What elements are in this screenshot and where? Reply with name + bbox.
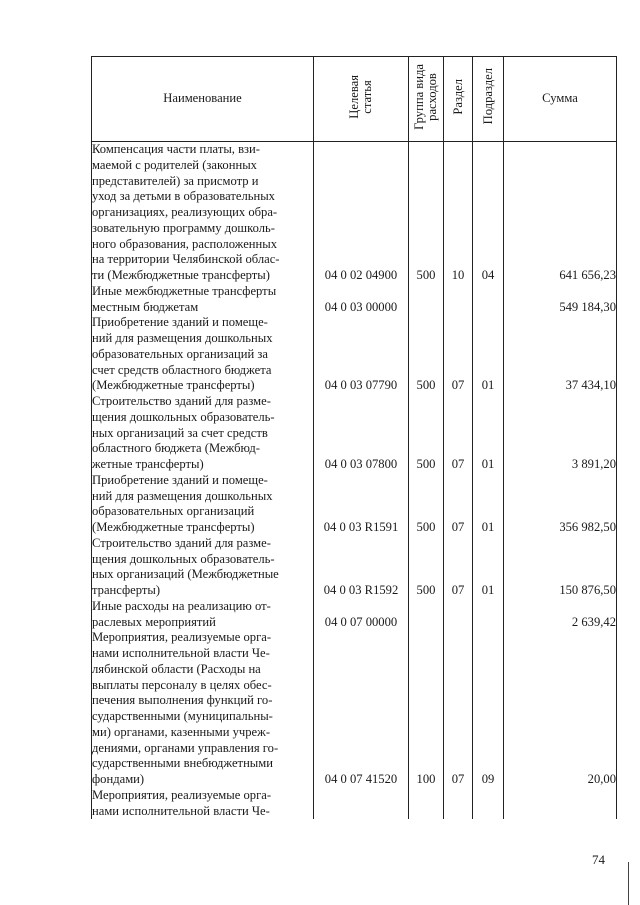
row-section: [444, 788, 473, 820]
row-name: Строительство зданий для разме- щения дошкольных образователь- ных организаций за счет средств областного бюджета (Межбюд- жетные трансферты): [92, 394, 314, 473]
row-name: Иные межбюджетные трансферты местным бюджетам: [92, 284, 314, 316]
row-group: 100: [409, 630, 444, 788]
row-group: [409, 599, 444, 631]
table-header-row: [92, 57, 617, 142]
row-group: 500: [409, 394, 444, 473]
row-subsection: 09: [473, 630, 504, 788]
row-sum: 20,00: [504, 630, 617, 788]
row-section: 07: [444, 473, 473, 536]
row-target: 04 0 03 00000: [314, 284, 409, 316]
header-section: [444, 57, 473, 142]
row-subsection: 01: [473, 473, 504, 536]
row-section: [444, 284, 473, 316]
row-target: 04 0 03 R1591: [314, 473, 409, 536]
row-subsection: [473, 284, 504, 316]
table-row: [92, 536, 617, 599]
row-target: 04 0 03 07790: [314, 315, 409, 394]
header-target-article-label: Целевая статья: [347, 74, 374, 119]
row-group: 500: [409, 315, 444, 394]
row-subsection: 04: [473, 142, 504, 284]
table-row: [92, 284, 617, 316]
row-target: 04 0 02 04900: [314, 142, 409, 284]
row-section: 07: [444, 536, 473, 599]
row-target: 04 0 03 R1592: [314, 536, 409, 599]
table-row: [92, 630, 617, 788]
table-row: [92, 788, 617, 820]
scan-edge-mark: [628, 862, 629, 905]
row-subsection: 01: [473, 394, 504, 473]
row-target: [314, 788, 409, 820]
row-section: 10: [444, 142, 473, 284]
row-target: 04 0 07 00000: [314, 599, 409, 631]
row-name: Приобретение зданий и помеще- ний для размещения дошкольных образовательных организаций за счет средств областного бюджета (Межбюджетные трансферты): [92, 315, 314, 394]
table-row: [92, 142, 617, 284]
header-expense-group-label: Группа вида расходов: [412, 63, 439, 130]
row-sum: 549 184,30: [504, 284, 617, 316]
header-expense-group: [409, 57, 444, 142]
row-group: 500: [409, 473, 444, 536]
row-name: Компенсация части платы, взи- маемой с родителей (законных представителей) за присмотр и уход за детьми в образовательных организациях, реализующих обра- зовательную программу дошколь- ного образования, расположенных на территории Челябинской облас- ти (Межбюджетные трансферты): [92, 142, 314, 284]
budget-table: [91, 56, 617, 819]
table-row: [92, 394, 617, 473]
row-sum: 356 982,50: [504, 473, 617, 536]
row-sum: 37 434,10: [504, 315, 617, 394]
row-section: [444, 599, 473, 631]
header-subsection-label: Подраздел: [480, 68, 495, 125]
row-target: 04 0 07 41520: [314, 630, 409, 788]
row-group: [409, 788, 444, 820]
row-sum: 641 656,23: [504, 142, 617, 284]
row-name: Мероприятия, реализуемые орга- нами исполнительной власти Че- лябинской области (Расходы на выплаты персоналу в целях обес- печения выполнения функций го- сударственными (муниципальны- ми) органами, казенными учреж- дениями, органами управления го- сударственными внебюджетными фондами): [92, 630, 314, 788]
header-name: Наименование: [92, 57, 314, 142]
header-subsection: [473, 57, 504, 142]
row-subsection: 01: [473, 536, 504, 599]
table-row: [92, 473, 617, 536]
row-section: 07: [444, 394, 473, 473]
row-sum: 2 639,42: [504, 599, 617, 631]
row-subsection: [473, 788, 504, 820]
row-subsection: [473, 599, 504, 631]
row-group: 500: [409, 142, 444, 284]
row-name: Строительство зданий для разме- щения дошкольных образователь- ных организаций (Межбюджетные трансферты): [92, 536, 314, 599]
row-target: 04 0 03 07800: [314, 394, 409, 473]
row-name: Мероприятия, реализуемые орга- нами исполнительной власти Че-: [92, 788, 314, 820]
row-sum: [504, 788, 617, 820]
row-section: 07: [444, 630, 473, 788]
row-subsection: 01: [473, 315, 504, 394]
header-section-label: Раздел: [450, 78, 465, 115]
header-target-article: [314, 57, 409, 142]
header-sum: Сумма: [504, 57, 617, 142]
row-section: 07: [444, 315, 473, 394]
row-name: Приобретение зданий и помеще- ний для размещения дошкольных образовательных организаций (Межбюджетные трансферты): [92, 473, 314, 536]
table-row: [92, 315, 617, 394]
row-group: 500: [409, 536, 444, 599]
table-row: [92, 599, 617, 631]
row-sum: 150 876,50: [504, 536, 617, 599]
row-group: [409, 284, 444, 316]
row-name: Иные расходы на реализацию от- раслевых мероприятий: [92, 599, 314, 631]
row-sum: 3 891,20: [504, 394, 617, 473]
page-number: 74: [592, 852, 605, 867]
